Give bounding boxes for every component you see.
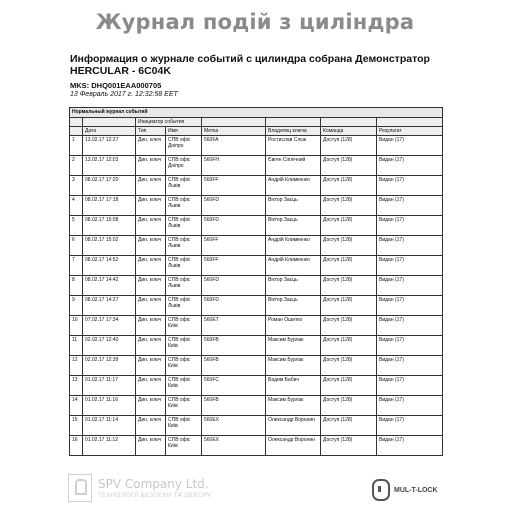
multlock-brand [372,479,438,501]
header-number [70,127,83,136]
cell-type: Дин. ключ [136,356,166,376]
cell-command: Доступ (128) [321,136,377,156]
cell-date: 08.02.17 14:42 [83,276,136,296]
cell-result: Видан (17) [377,156,443,176]
cell-type: Дин. ключ [136,416,166,436]
cell-n: 16 [70,436,83,456]
cell-n: 2 [70,156,83,176]
cell-type: Дин. ключ [136,396,166,416]
cell-n: 13 [70,376,83,396]
multlock-name: MUL-T-LOCK [394,486,438,494]
cell-n: 10 [70,316,83,336]
cell-command: Доступ (128) [321,236,377,256]
cell-name: СПВ офіс Львів [166,216,202,236]
cell-type: Дин. ключ [136,436,166,456]
cell-result: Видан (17) [377,236,443,256]
cell-command: Доступ (128) [321,336,377,356]
cell-n: 8 [70,276,83,296]
report-timestamp: 13 Февраль 2017 г. 12:32:58 EET [70,91,178,98]
report-title: Информация о журнале событий с цилиндра собрана Демонстратор HERCULAR - 6C04K [70,53,430,77]
cell-owner: Віктор Заєць [266,196,321,216]
cell-name: СПВ офіс Львів [166,276,202,296]
cell-owner: Максим Бурлак [266,356,321,376]
table-caption-row [70,108,443,118]
cell-tag: 560FF [202,176,266,196]
cell-result: Видан (17) [377,436,443,456]
table-row [70,216,443,236]
header-date: Дата [83,127,136,136]
cell-name: СПВ офіс Київ [166,356,202,376]
cell-n: 12 [70,356,83,376]
cell-name: СПВ офіс Львів [166,296,202,316]
cell-date: 13.02.17 12:27 [83,136,136,156]
cell-name: СПВ офіс Львів [166,256,202,276]
cell-type: Дин. ключ [136,336,166,356]
cell-date: 08.02.17 14:27 [83,296,136,316]
cell-result: Видан (17) [377,316,443,336]
cell-name: СПВ офіс Київ [166,436,202,456]
cell-name: СПВ офіс Київ [166,396,202,416]
table-row [70,316,443,336]
cell-name: СПВ офіс Київ [166,376,202,396]
table-row [70,156,443,176]
cell-tag: 560FH [202,156,266,176]
cell-name: СПВ офіс Київ [166,316,202,336]
table-row [70,236,443,256]
group-header: Инициатор события [136,118,202,127]
cell-result: Видан (17) [377,356,443,376]
empty-cell [321,118,377,127]
spv-brand [68,474,211,502]
cell-date: 02.02.17 12:40 [83,336,136,356]
cell-tag: 560ET [202,316,266,336]
cell-command: Доступ (128) [321,436,377,456]
empty-cell [266,118,321,127]
cell-type: Дин. ключ [136,136,166,156]
cell-result: Видан (17) [377,176,443,196]
cell-owner: Максим Бурлак [266,336,321,356]
cell-n: 6 [70,236,83,256]
cell-tag: 560FB [202,336,266,356]
column-header-row [70,127,443,136]
header-type: Тип [136,127,166,136]
table-row [70,296,443,316]
cell-owner: Андрій Климкенко [266,256,321,276]
cell-owner: Віктор Заєць [266,276,321,296]
table-row [70,136,443,156]
cell-date: 08.02.17 14:52 [83,256,136,276]
table-row [70,276,443,296]
table-row [70,176,443,196]
banner [0,0,510,44]
header-tag: Метка [202,127,266,136]
cell-result: Видан (17) [377,376,443,396]
cell-type: Дин. ключ [136,196,166,216]
cell-name: СПВ офіс Київ [166,336,202,356]
cell-n: 1 [70,136,83,156]
cell-tag: 560FB [202,396,266,416]
cell-date: 08.02.17 15:08 [83,216,136,236]
table-row [70,396,443,416]
cell-date: 01.02.17 11:16 [83,396,136,416]
cell-n: 11 [70,336,83,356]
cell-owner: Олександр Воронин [266,436,321,456]
event-log-table [69,107,443,456]
table-row [70,376,443,396]
cell-result: Видан (17) [377,296,443,316]
cell-n: 4 [70,196,83,216]
cell-date: 01.02.17 11:14 [83,416,136,436]
cell-command: Доступ (128) [321,276,377,296]
table-row [70,336,443,356]
cell-n: 15 [70,416,83,436]
cell-owner: Роман Ошитко [266,316,321,336]
cell-result: Видан (17) [377,416,443,436]
cell-type: Дин. ключ [136,376,166,396]
cell-date: 01.02.17 11:17 [83,376,136,396]
spv-company-name: SPV Company Ltd. [98,476,209,491]
cell-tag: 560FD [202,296,266,316]
cell-n: 7 [70,256,83,276]
cell-owner: Олександр Воронин [266,416,321,436]
table-caption: Нормальный журнал событий [70,108,443,118]
cell-tag: 560FF [202,236,266,256]
cell-command: Доступ (128) [321,216,377,236]
mks-id: MKS: DHQ001EAA000705 [70,81,162,90]
cell-name: СПВ офіс Дніпро [166,156,202,176]
cell-type: Дин. ключ [136,176,166,196]
cell-owner: Вадим Бабич [266,376,321,396]
cell-result: Видан (17) [377,336,443,356]
cell-type: Дин. ключ [136,236,166,256]
cell-n: 5 [70,216,83,236]
cell-tag: 560FB [202,356,266,376]
cell-command: Доступ (128) [321,396,377,416]
table-row [70,436,443,456]
cell-type: Дин. ключ [136,276,166,296]
cell-command: Доступ (128) [321,156,377,176]
cell-result: Видан (17) [377,276,443,296]
cell-date: 07.02.17 17:34 [83,316,136,336]
cell-owner: Віктор Заєць [266,216,321,236]
cell-type: Дин. ключ [136,256,166,276]
header-result: Результат [377,127,443,136]
cell-n: 9 [70,296,83,316]
cell-owner: Андрій Климкенко [266,236,321,256]
cell-command: Доступ (128) [321,196,377,216]
cell-date: 08.02.17 15:02 [83,236,136,256]
table-row [70,356,443,376]
header-name: Имя [166,127,202,136]
cell-owner: Віктор Заєць [266,296,321,316]
cell-n: 3 [70,176,83,196]
cell-type: Дин. ключ [136,296,166,316]
cell-tag: 560EX [202,436,266,456]
cell-command: Доступ (128) [321,316,377,336]
cell-tag: 560FA [202,136,266,156]
empty-cell [377,118,443,127]
cell-tag: 560FD [202,276,266,296]
cell-date: 01.02.17 11:12 [83,436,136,456]
banner-title: Журнал подій з циліндра [95,10,415,34]
cell-tag: 560FD [202,216,266,236]
cell-command: Доступ (128) [321,256,377,276]
cell-name: СПВ офіс Львів [166,196,202,216]
empty-cell [83,118,136,127]
cell-command: Доступ (128) [321,416,377,436]
cell-tag: 560EX [202,416,266,436]
cell-name: СПВ офіс Львів [166,176,202,196]
empty-cell [202,118,266,127]
header-owner: Владелец ключа [266,127,321,136]
table-row [70,256,443,276]
cell-owner: Ростислав Слєж [266,136,321,156]
cell-name: СПВ офіс Дніпро [166,136,202,156]
cell-result: Видан (17) [377,136,443,156]
cell-date: 08.02.17 17:20 [83,176,136,196]
header-command: Команда [321,127,377,136]
empty-cell [70,118,83,127]
cell-result: Видан (17) [377,196,443,216]
cell-result: Видан (17) [377,396,443,416]
group-header-row [70,118,443,127]
cell-tag: 560FD [202,196,266,216]
cell-date: 08.02.17 17:18 [83,196,136,216]
cell-owner: Максим Бурлак [266,396,321,416]
cell-command: Доступ (128) [321,176,377,196]
table-row [70,196,443,216]
cell-tag: 560FC [202,376,266,396]
cell-date: 02.02.17 12:39 [83,356,136,376]
cell-result: Видан (17) [377,256,443,276]
spv-tagline: ТЕХНОЛОГІЇ БЕЗПЕКИ ТА ДЕКОРУ [98,490,211,499]
cell-command: Доступ (128) [321,376,377,396]
cell-name: СПВ офіс Київ [166,416,202,436]
cell-result: Видан (17) [377,216,443,236]
cell-date: 13.02.17 12:03 [83,156,136,176]
cell-type: Дин. ключ [136,156,166,176]
cell-name: СПВ офіс Львів [166,236,202,256]
cell-owner: Євген Сіплічний [266,156,321,176]
cell-type: Дин. ключ [136,216,166,236]
table-row [70,416,443,436]
cell-command: Доступ (128) [321,296,377,316]
multlock-logo-icon [372,479,390,501]
cell-command: Доступ (128) [321,356,377,376]
cell-owner: Андрій Климкенко [266,176,321,196]
cell-type: Дин. ключ [136,316,166,336]
spv-lock-logo-icon [68,474,92,502]
cell-n: 14 [70,396,83,416]
cell-tag: 560FF [202,256,266,276]
